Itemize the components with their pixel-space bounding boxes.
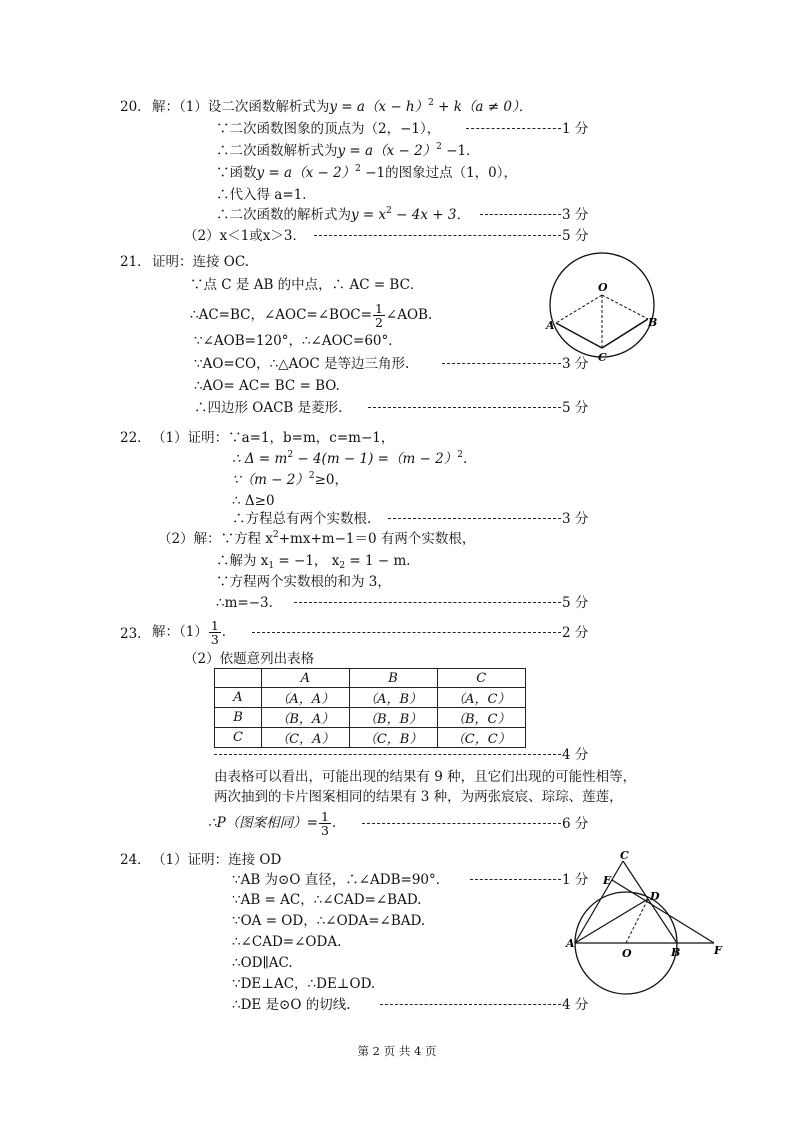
fraction-third: $\frac{1}{3}$ [210, 618, 219, 647]
q24-score-1: 1 分 [562, 872, 589, 888]
table-cell: （C，A） [262, 728, 350, 748]
q21-line-5: ∵AO=CO，∴△AOC 是等边三角形. [194, 356, 410, 372]
table-cell: （A，A） [262, 688, 350, 708]
q21-line-2: ∵点 C 是 AB 的中点，∴ AC = BC． [190, 277, 424, 293]
q22-score-1: 3 分 [562, 511, 589, 527]
score-leader [252, 632, 561, 633]
q23-score-1: 2 分 [562, 625, 589, 641]
q20-line-1: 解：（1）设二次函数解析式为$y = a(x - h)^2 + k(a \ne 0)$． [152, 98, 533, 115]
q21-number: 21． [120, 254, 151, 270]
q23-line-2: （2）依题意列出表格 [184, 651, 315, 667]
score-leader [388, 518, 561, 519]
q22-line-4: ∴ Δ≥0 [232, 493, 275, 509]
table-row [215, 728, 526, 748]
segment-ad [575, 899, 648, 943]
q24-line-7: ∵DE⊥AC，∴DE⊥OD. [232, 976, 376, 992]
q24-line-1: （1）证明：连接 OD [152, 852, 282, 868]
q24-line-3: ∵AB = AC，∴∠CAD=∠BAD. [232, 892, 422, 908]
score-leader [480, 214, 561, 215]
score-leader [380, 1004, 561, 1005]
q22-line-1: （1）证明：∵a=1，b=m，c=m−1， [152, 430, 395, 446]
q20-line-2: ∵二次函数图象的顶点为（2，−1）， [216, 121, 441, 137]
table-cell: （C，C） [437, 728, 525, 748]
q20-line-3: ∴二次函数解析式为$y = a(x - 2)^2 -1$． [216, 142, 480, 159]
label-o: O [598, 281, 608, 294]
q22-line-5: ∴方程总有两个实数根. [232, 511, 372, 527]
label-d: D [650, 890, 660, 903]
table-row-header: A [215, 688, 262, 708]
q23-line-4: 两次抽到的卡片图案相同的结果有 3 种，为两张宸宸、琮琮、莲莲， [214, 789, 623, 805]
label-e: E [603, 874, 612, 887]
table-row [215, 708, 526, 728]
q21-line-6: ∴AO= AC= BC = BO. [194, 378, 340, 394]
table-header-cell: A [262, 669, 350, 688]
q20-score-1: 1 分 [562, 121, 589, 137]
q24-line-5: ∴∠CAD=∠ODA. [232, 934, 342, 950]
table-cell: （C，B） [349, 728, 437, 748]
q21-line-1: 证明：连接 OC. [152, 254, 249, 270]
segment-oa [556, 295, 602, 323]
segment-bc [602, 319, 648, 348]
q21-line-3: ∴AC=BC，∠AOC=∠BOC= $\frac{1}{2}$ ∠AOB. [190, 301, 433, 330]
table-cell: （B，A） [262, 708, 350, 728]
page-footer: 第 2 页 共 4 页 [357, 1044, 437, 1058]
fraction-third: $\frac{1}{3}$ [320, 809, 329, 838]
q22-line-7: ∴解为 $x_1 = -1$， $x_2 = 1 - m$． [216, 553, 420, 571]
table-row-header: C [215, 728, 262, 748]
q23-score-2: 4 分 [562, 747, 589, 763]
q21-score-2: 5 分 [562, 400, 589, 416]
label-a: A [546, 319, 555, 332]
score-leader [214, 754, 561, 755]
table-header-cell: B [349, 669, 437, 688]
table-row [215, 688, 526, 708]
q23-score-3: 6 分 [562, 816, 589, 832]
segment-ac [556, 323, 602, 348]
score-leader [466, 128, 561, 129]
table-cell: （A，C） [437, 688, 525, 708]
q23-line-3: 由表格可以看出，可能出现的结果有 9 种，且它们出现的可能性相等， [214, 769, 637, 785]
label-c: C [598, 351, 607, 364]
q24-score-2: 4 分 [562, 997, 589, 1013]
q22-line-6: （2）解：∵方程 $x^2+mx+m-1=0$ 有两个实数根， [158, 530, 476, 547]
q20-number: 20． [120, 99, 151, 115]
q21-circle-figure [540, 240, 670, 370]
label-f: F [714, 944, 722, 957]
q24-number: 24． [120, 852, 151, 868]
label-o: O [622, 947, 632, 960]
label-b: B [648, 316, 658, 329]
label-a: A [566, 937, 575, 950]
q22-number: 22． [120, 430, 151, 446]
score-leader [294, 602, 561, 603]
q22-line-3: ∵（m − 2）$^2$≥0， [232, 471, 349, 488]
q24-line-2: ∵AB 为⊙O 直径，∴∠ADB=90°． [232, 872, 450, 888]
q23-line-5: ∴P（图案相同）= $\frac{1}{3}$ ． [208, 809, 346, 838]
q20-score-2: 3 分 [562, 207, 589, 223]
table-cell: （B，B） [349, 708, 437, 728]
q24-line-8: ∴DE 是⊙O 的切线. [232, 997, 351, 1013]
q21-line-7: ∴四边形 OACB 是菱形. [194, 400, 343, 416]
q20-line-6: ∴二次函数的解析式为$y = x^2 - 4x + 3$． [216, 206, 470, 223]
q20-line-5: ∴代入得 a=1． [216, 187, 316, 203]
table-cell [215, 669, 262, 688]
q22-line-8: ∵方程两个实数根的和为 3， [216, 574, 391, 590]
table-cell: （A，B） [349, 688, 437, 708]
segment-ac [575, 861, 623, 943]
score-leader [314, 235, 561, 236]
table-header-cell: C [437, 669, 525, 688]
fraction-half: $\frac{1}{2}$ [374, 301, 383, 330]
label-c: C [620, 849, 629, 862]
table-row-header: B [215, 708, 262, 728]
label-b: B [671, 946, 681, 959]
score-leader [368, 407, 561, 408]
q22-score-2: 5 分 [562, 595, 589, 611]
segment-ob [602, 295, 648, 319]
q24-tangent-figure [562, 848, 732, 1018]
q22-line-2: ∴ $\Delta = m^2 - 4(m - 1) =(m - 2)^2$． [232, 450, 477, 467]
q21-score-1: 3 分 [562, 356, 589, 372]
score-leader [470, 879, 561, 880]
q24-line-6: ∴OD∥AC. [232, 955, 293, 971]
outcome-table [214, 668, 526, 748]
q20-score-3: 5 分 [562, 228, 589, 244]
q22-line-9: ∴m=−3. [216, 595, 273, 611]
table-row [215, 669, 526, 688]
q24-line-4: ∵OA = OD，∴∠ODA=∠BAD. [232, 913, 426, 929]
table-cell: （B，C） [437, 708, 525, 728]
q23-line-1: 解：（1） $\frac{1}{3}$ ． [152, 618, 236, 647]
q20-line-4: ∵函数$y = a(x - 2)^2 -1$的图象过点（1，0）， [216, 164, 518, 181]
q23-number: 23． [120, 626, 151, 642]
score-leader [362, 823, 561, 824]
q21-line-4: ∵∠AOB=120°，∴∠AOC=60°． [194, 333, 402, 349]
q20-line-7: （2）x＜1或x＞3． [184, 228, 306, 244]
